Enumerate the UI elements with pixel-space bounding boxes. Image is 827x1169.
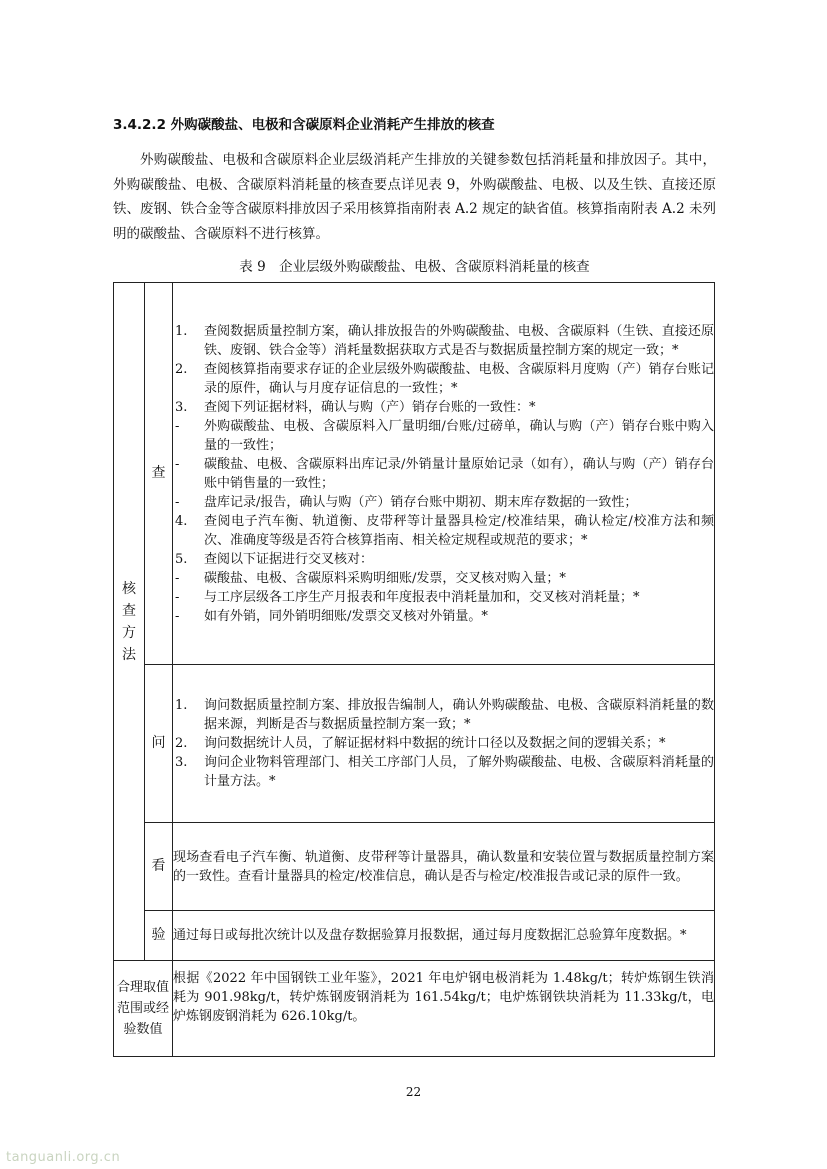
yan-content-cell <box>173 911 715 961</box>
method-label: 核查方法 <box>122 580 136 663</box>
cha-item-text: 查阅以下证据进行交叉核对： <box>204 551 374 567</box>
kan-label-cell <box>145 823 173 911</box>
row-kan <box>114 823 715 911</box>
yan-label: 验 <box>151 927 166 943</box>
cha-item-marker: - <box>175 456 180 472</box>
row-cha <box>114 283 715 665</box>
cha-item-marker: 2. <box>175 361 188 377</box>
cha-item-list <box>173 322 714 626</box>
cha-item-text: 碳酸盐、电极、含碳原料采购明细账/发票，交叉核对购入量；* <box>204 570 566 586</box>
cha-item-text: 外购碳酸盐、电极、含碳原料入厂量明细/台账/过磅单，确认与购（产）销存台账中购入量的一致性； <box>204 418 714 453</box>
watermark: tanguanli.org.cn <box>6 1150 121 1165</box>
cha-item <box>173 588 714 607</box>
cha-item-text: 盘库记录/报告，确认与购（产）销存台账中期初、期末库存数据的一致性； <box>204 494 638 510</box>
intro-paragraph: 外购碳酸盐、电极和含碳原料企业层级消耗产生排放的关键参数包括消耗量和排放因子。其中，外购碳酸盐、电极、含碳原料消耗量的核查要点详见表 9，外购碳酸盐、电极、以及生铁、直接还原铁、废钢、铁合金等含碳原料排放因子采用核算指南附表 A.2 规定的缺省值。核算指南附表 A.2 未列明的碳酸盐、含碳原料不进行核算。 <box>113 152 716 242</box>
cha-item-text: 查阅下列证据材料，确认与购（产）销存台账的一致性：* <box>204 399 536 415</box>
cha-item-marker: - <box>175 589 180 605</box>
cha-item-marker: 1. <box>175 323 188 339</box>
cha-label-cell <box>145 283 173 665</box>
cha-item-text: 如有外销，同外销明细账/发票交叉核对外销量。* <box>204 608 488 624</box>
wen-item-text: 询问企业物料管理部门、相关工序部门人员，了解外购碳酸盐、电极、含碳原料消耗量的计量方法。* <box>204 755 714 789</box>
cha-item <box>173 417 714 455</box>
wen-item-text: 询问数据质量控制方案、排放报告编制人，确认外购碳酸盐、电极、含碳原料消耗量的数据来源，判断是否与数据质量控制方案一致；* <box>204 698 714 732</box>
cha-item-marker: - <box>175 494 180 510</box>
kan-content-cell <box>173 823 715 911</box>
cha-item-marker: - <box>175 418 180 434</box>
cha-item <box>173 493 714 512</box>
kan-label: 看 <box>151 858 166 874</box>
section-heading: 3.4.2.2 外购碳酸盐、电极和含碳原料企业消耗产生排放的核查 <box>113 117 495 133</box>
range-content-cell <box>173 961 715 1057</box>
row-range <box>114 961 715 1057</box>
wen-item-marker: 1. <box>175 698 188 713</box>
verification-table <box>113 282 715 1057</box>
range-label: 合理取值范围或经验数值 <box>116 980 169 1037</box>
yan-text: 通过每日或每批次统计以及盘存数据验算月报数据，通过每月度数据汇总验算年度数据。* <box>173 928 687 943</box>
wen-content-cell <box>173 665 715 823</box>
table-caption: 表 9 企业层级外购碳酸盐、电极、含碳原料消耗量的核查 <box>239 259 590 275</box>
cha-item <box>173 550 714 569</box>
cha-item-text: 查阅电子汽车衡、轨道衡、皮带秤等计量器具检定/校准结果，确认检定/校准方法和频次、准确度等级是否符合核算指南、相关检定规程或规范的要求；* <box>204 513 714 548</box>
cha-item-marker: 5. <box>175 551 188 567</box>
wen-item-text: 询问数据统计人员，了解证据材料中数据的统计口径以及数据之间的逻辑关系；* <box>204 736 666 751</box>
range-text: 根据《2022 年中国钢铁工业年鉴》，2021 年电炉钢电极消耗为 1.48kg/t；转炉炼钢生铁消耗为 901.98kg/t，转炉炼钢废钢消耗为 161.54kg/t；电炉炼钢铁块消耗为 11.33kg/t，电炉炼钢废钢消耗为 626.10kg/t。 <box>173 971 714 1024</box>
cha-item-text: 碳酸盐、电极、含碳原料出库记录/外销量计量原始记录（如有），确认与购（产）销存台账中销售量的一致性； <box>204 456 714 491</box>
wen-item-list <box>173 696 714 791</box>
cha-item <box>173 607 714 626</box>
cha-item-text: 查阅核算指南要求存证的企业层级外购碳酸盐、电极、含碳原料月度购（产）销存台账记录的原件，确认与月度存证信息的一致性；* <box>204 361 714 396</box>
method-label-cell <box>114 283 145 961</box>
cha-item-marker: 4. <box>175 513 188 529</box>
row-yan <box>114 911 715 961</box>
cha-item-marker: 3. <box>175 399 188 415</box>
cha-item-marker: - <box>175 608 180 624</box>
wen-item-marker: 2. <box>175 736 188 751</box>
cha-item-text: 与工序层级各工序生产月报表和年度报表中消耗量加和，交叉核对消耗量；* <box>204 589 640 605</box>
cha-item-marker: - <box>175 570 180 586</box>
cha-content-cell <box>173 283 715 665</box>
wen-item <box>173 696 714 734</box>
yan-label-cell <box>145 911 173 961</box>
cha-item <box>173 322 714 360</box>
row-wen <box>114 665 715 823</box>
wen-label: 问 <box>151 735 166 751</box>
wen-item <box>173 734 714 753</box>
kan-text: 现场查看电子汽车衡、轨道衡、皮带秤等计量器具，确认数量和安装位置与数据质量控制方案的一致性。查看计量器具的检定/校准信息，确认是否与检定/校准报告或记录的原件一致。 <box>173 849 714 884</box>
cha-item <box>173 360 714 398</box>
cha-label: 查 <box>151 465 166 481</box>
cha-item <box>173 398 714 417</box>
cha-item <box>173 512 714 550</box>
page-number: 22 <box>405 1085 422 1099</box>
cha-item-text: 查阅数据质量控制方案，确认排放报告的外购碳酸盐、电极、含碳原料（生铁、直接还原铁、废钢、铁合金等）消耗量数据获取方式是否与数据质量控制方案的规定一致；* <box>204 323 714 358</box>
cha-item <box>173 455 714 493</box>
wen-label-cell <box>145 665 173 823</box>
wen-item-marker: 3. <box>175 755 188 770</box>
range-label-cell <box>114 961 173 1057</box>
wen-item <box>173 753 714 791</box>
cha-item <box>173 569 714 588</box>
